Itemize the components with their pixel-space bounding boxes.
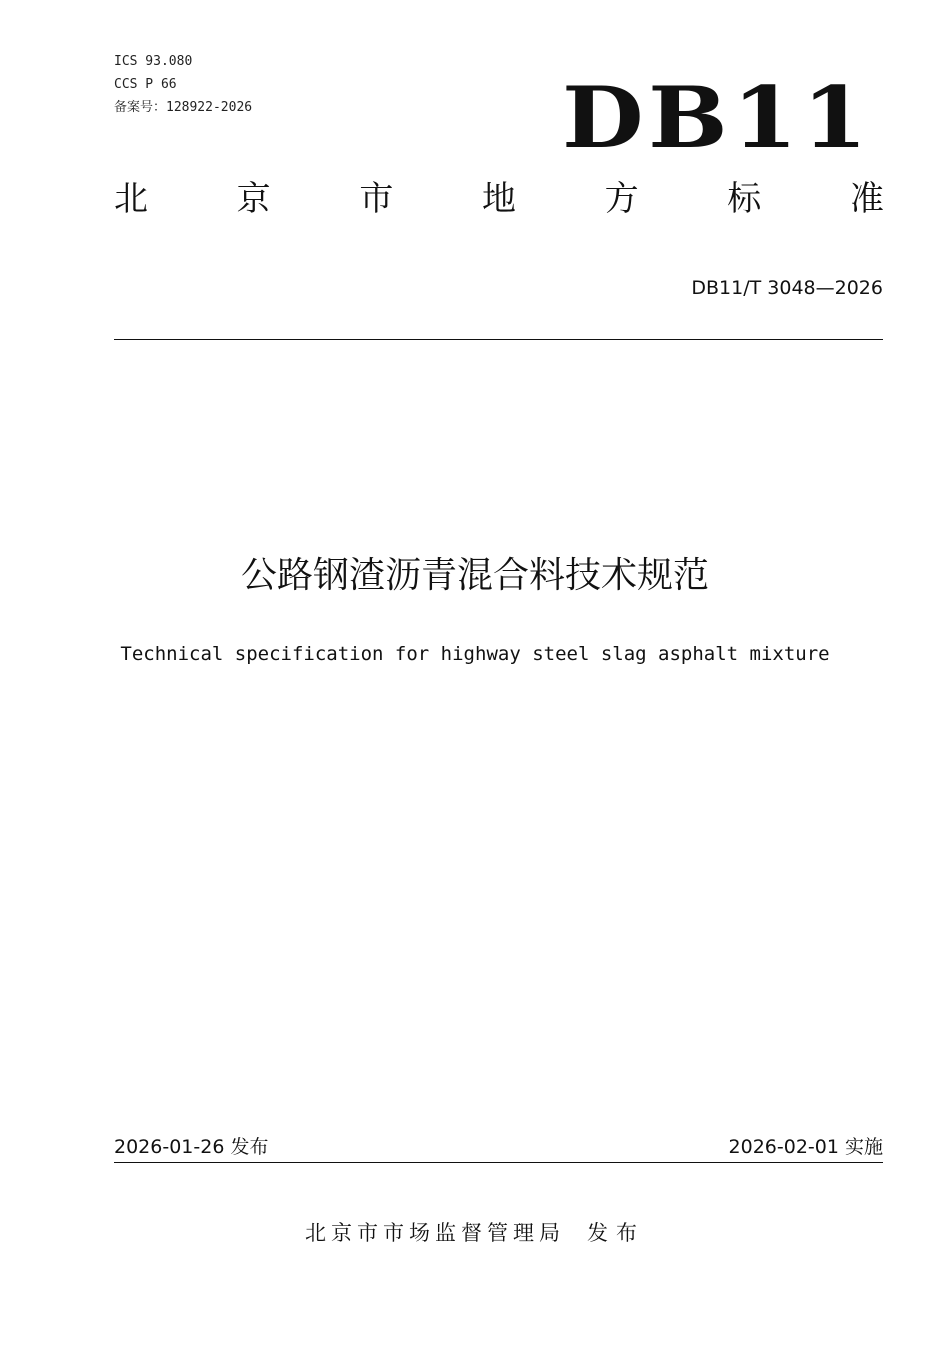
publisher-line [0, 1218, 950, 1248]
standard-number: DB11/T 3048—2026 [691, 277, 883, 299]
publisher-action: 发布 [587, 1221, 645, 1245]
ccs-code: CCS P 66 [114, 77, 177, 92]
standard-type-char: 标 [727, 179, 762, 219]
filing-number: 备案号：128922-2026 [114, 100, 253, 115]
standard-type-char: 北 [114, 179, 148, 219]
standard-type-char: 方 [604, 179, 639, 219]
title-english: Technical specification for highway steel slag asphalt mixture [120, 643, 830, 665]
top-divider [114, 339, 883, 340]
standard-type-char: 市 [359, 179, 394, 219]
bottom-divider [114, 1162, 883, 1163]
title-chinese: 公路钢渣沥青混合料技术规范 [240, 555, 709, 596]
ics-code: ICS 93.080 [114, 54, 193, 69]
standard-type-char: 地 [481, 179, 516, 219]
implementation-date: 2026-02-01 实施 [728, 1136, 883, 1158]
db11-logo: DB11 [562, 68, 872, 167]
issue-date: 2026-01-26 发布 [114, 1136, 269, 1158]
document-metadata [114, 50, 252, 119]
publisher-organization: 北京市市场监督管理局 [305, 1221, 565, 1245]
standard-type-char: 京 [236, 179, 271, 219]
standard-type-heading [114, 175, 884, 223]
standard-type-char: 准 [849, 179, 884, 219]
